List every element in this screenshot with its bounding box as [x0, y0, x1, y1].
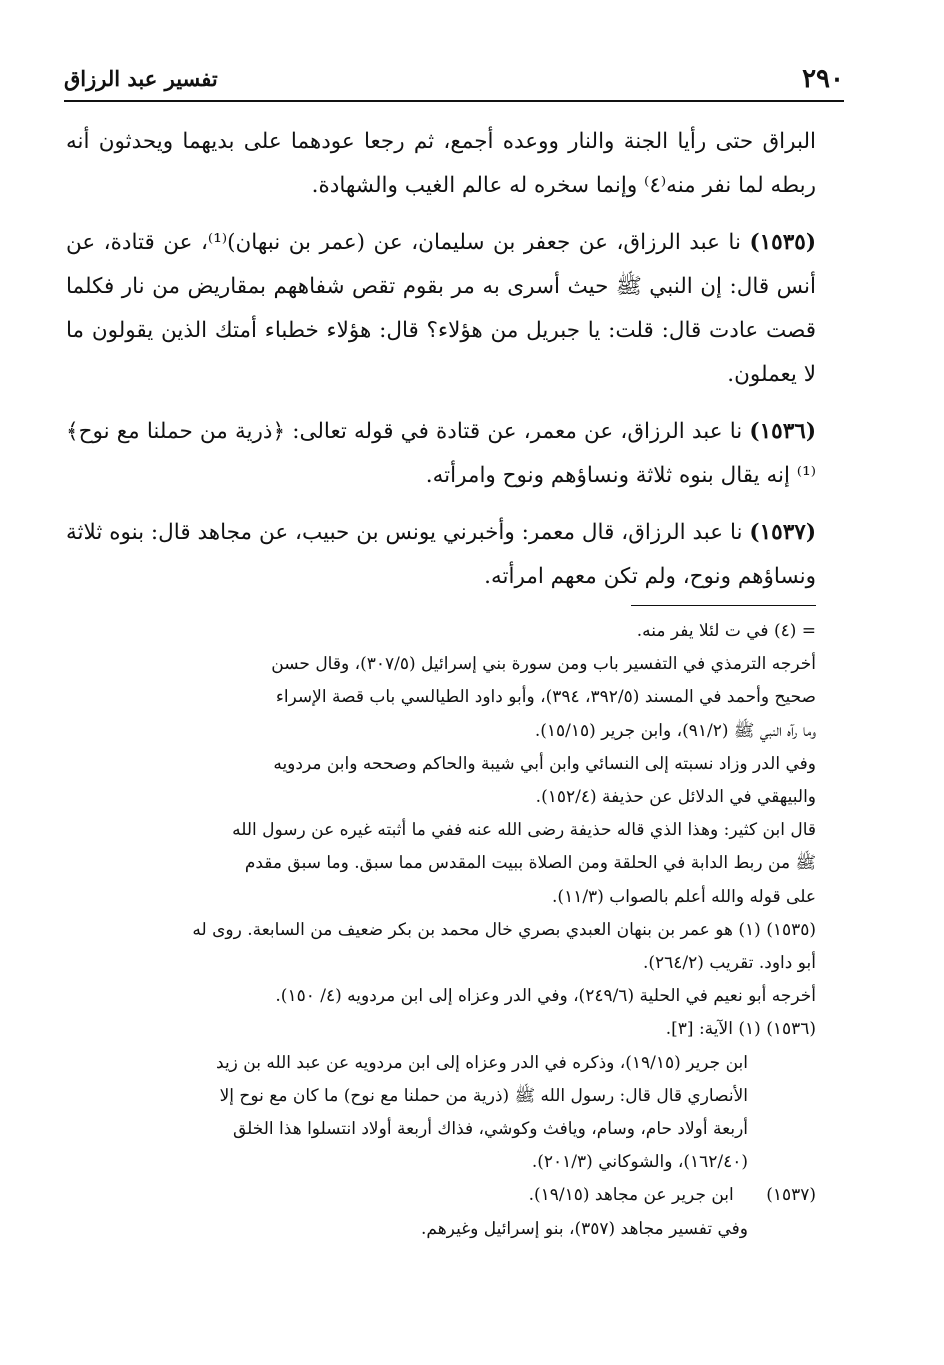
footnote-line: وفي الدر وزاد نسبته إلى النسائي وابن أبي شيبة والحاكم وصححه وابن مردويه: [273, 753, 816, 774]
footnotes: [66, 615, 816, 1246]
footnote-line: ابن جرير (١٩/١٥)، وذكره في الدر وعزاه إلى ابن مردويه عن عبد الله بن زيد: [216, 1052, 748, 1073]
footnote-line: صحيح وأحمد في المسند (٣٩٢/٥، ٣٩٤)، وأبو داود الطيالسي باب قصة الإسراء: [275, 687, 816, 708]
paragraph-text: نا عبد الرزاق، قال معمر: وأخبرني يونس بن حبيب، عن مجاهد قال: بنوه ثلاثة ونساؤهم ونوح، ولم تكن معهم امرأته.: [66, 520, 816, 589]
paragraph-text: نا عبد الرزاق، عن جعفر بن سليمان، عن (عمر بن نبهان)⁽¹⁾، عن قتادة، عن أنس قال: إن النبي ﷺ حيث أسرى به مر بقوم تقص شفاههم بمقاريض من نار فكلما قصت عادت قال: قلت: يا جبريل من هؤلاء؟ قال: هؤلاء خطباء أمتك الذين يقولون ما لا يعملون.: [66, 230, 816, 387]
paragraph-text: نا عبد الرزاق، عن معمر، عن قتادة في قوله تعالى: ﴿ذرية من حملنا مع نوح﴾⁽¹⁾ إنه يقال بنوه ثلاثة ونساؤهم ونوح وامرأته.: [66, 419, 816, 488]
footnote-line: الأنصاري قال قال: رسول الله ﷺ (ذرية من حملنا مع نوح) ما كان مع نوح إلا: [219, 1085, 748, 1106]
footnote-line: على قوله والله أعلم بالصواب (١١/٣).: [552, 886, 816, 907]
footnote-label: (١٥٣٧): [766, 1185, 816, 1206]
paragraph-continuation: البراق حتى رأيا الجنة والنار ووعده أجمع، ثم رجعا عودهما على بديهما ويحدثون أنه ربطه لما نفر منه⁽٤⁾ وإنما سخره له عالم الغيب والشهادة.: [66, 129, 816, 198]
footnote-line: قال ابن كثير: وهذا الذي قاله حذيفة رضى الله عنه ففي ما أثبته غيره عن رسول الله: [232, 820, 816, 841]
hadith-number: (١٥٣٥): [749, 230, 817, 255]
footnote-1537-line: [66, 1179, 816, 1212]
footnote-line: ﷺ من ربط الدابة في الحلقة ومن الصلاة ببيت المقدس مما سبق. وما سبق مقدم: [244, 853, 816, 874]
book-title: تفسير عبد الرزاق: [64, 66, 218, 91]
footnote-text: (١) هو عمر بن بنهان العبدي بصري خال محمد بن بكر ضعيف من السابعة. روى له: [192, 919, 761, 940]
footnote-line: أربعة أولاد حام، وسام، ويافث وكوشي، فذاك أربعة أولاد انتسلوا هذا الخلق: [232, 1119, 748, 1140]
footnote-line: وفي تفسير مجاهد (٣٥٧)، بنو إسرائيل وغيرهم.: [421, 1218, 748, 1239]
footnote-text: (١) الآية: [٣].: [665, 1019, 761, 1040]
footnote-label: (١٥٣٥): [766, 919, 816, 940]
footnote-line: أخرجه الترمذي في التفسير باب ومن سورة بني إسرائيل (٣٠٧/٥)، وقال حسن: [271, 654, 816, 675]
footnote-separator: [631, 605, 816, 606]
footnote-line: = (٤) في ت لئلا يفر منه.: [636, 621, 816, 641]
footnote-line: (١٦٢/٤٠)، والشوكاني (٢٠١/٣).: [531, 1152, 748, 1173]
main-text: [66, 120, 816, 612]
running-header: [64, 62, 844, 102]
footnote-text: ابن جرير عن مجاهد (١٩/١٥).: [528, 1185, 734, 1206]
footnote-label: (١٥٣٦): [766, 1019, 816, 1040]
footnote-line: والبيهقي في الدلائل عن حذيفة (١٥٢/٤).: [535, 787, 816, 808]
paragraph-1535: [66, 221, 816, 397]
footnote-1536-line: [66, 1013, 816, 1046]
hadith-number: (١٥٣٦): [749, 419, 816, 444]
paragraph-1536: [66, 410, 816, 498]
footnote-1535-line: [66, 914, 816, 947]
paragraph-1537: [66, 511, 816, 599]
footnote-line: أبو داود. تقريب (٢٦٤/٢).: [642, 953, 816, 974]
page-number: ٢٩٠: [802, 64, 844, 94]
footnote-line: أخرجه أبو نعيم في الحلية (٢٤٩/٦)، وفي الدر وعزاه إلى ابن مردويه (٤/ ١٥٠).: [275, 986, 816, 1007]
hadith-number: (١٥٣٧): [749, 520, 816, 545]
footnote-line: وما رآه النبي ﷺ (٩١/٢)، وابن جرير (١٥/١٥).: [534, 720, 816, 741]
